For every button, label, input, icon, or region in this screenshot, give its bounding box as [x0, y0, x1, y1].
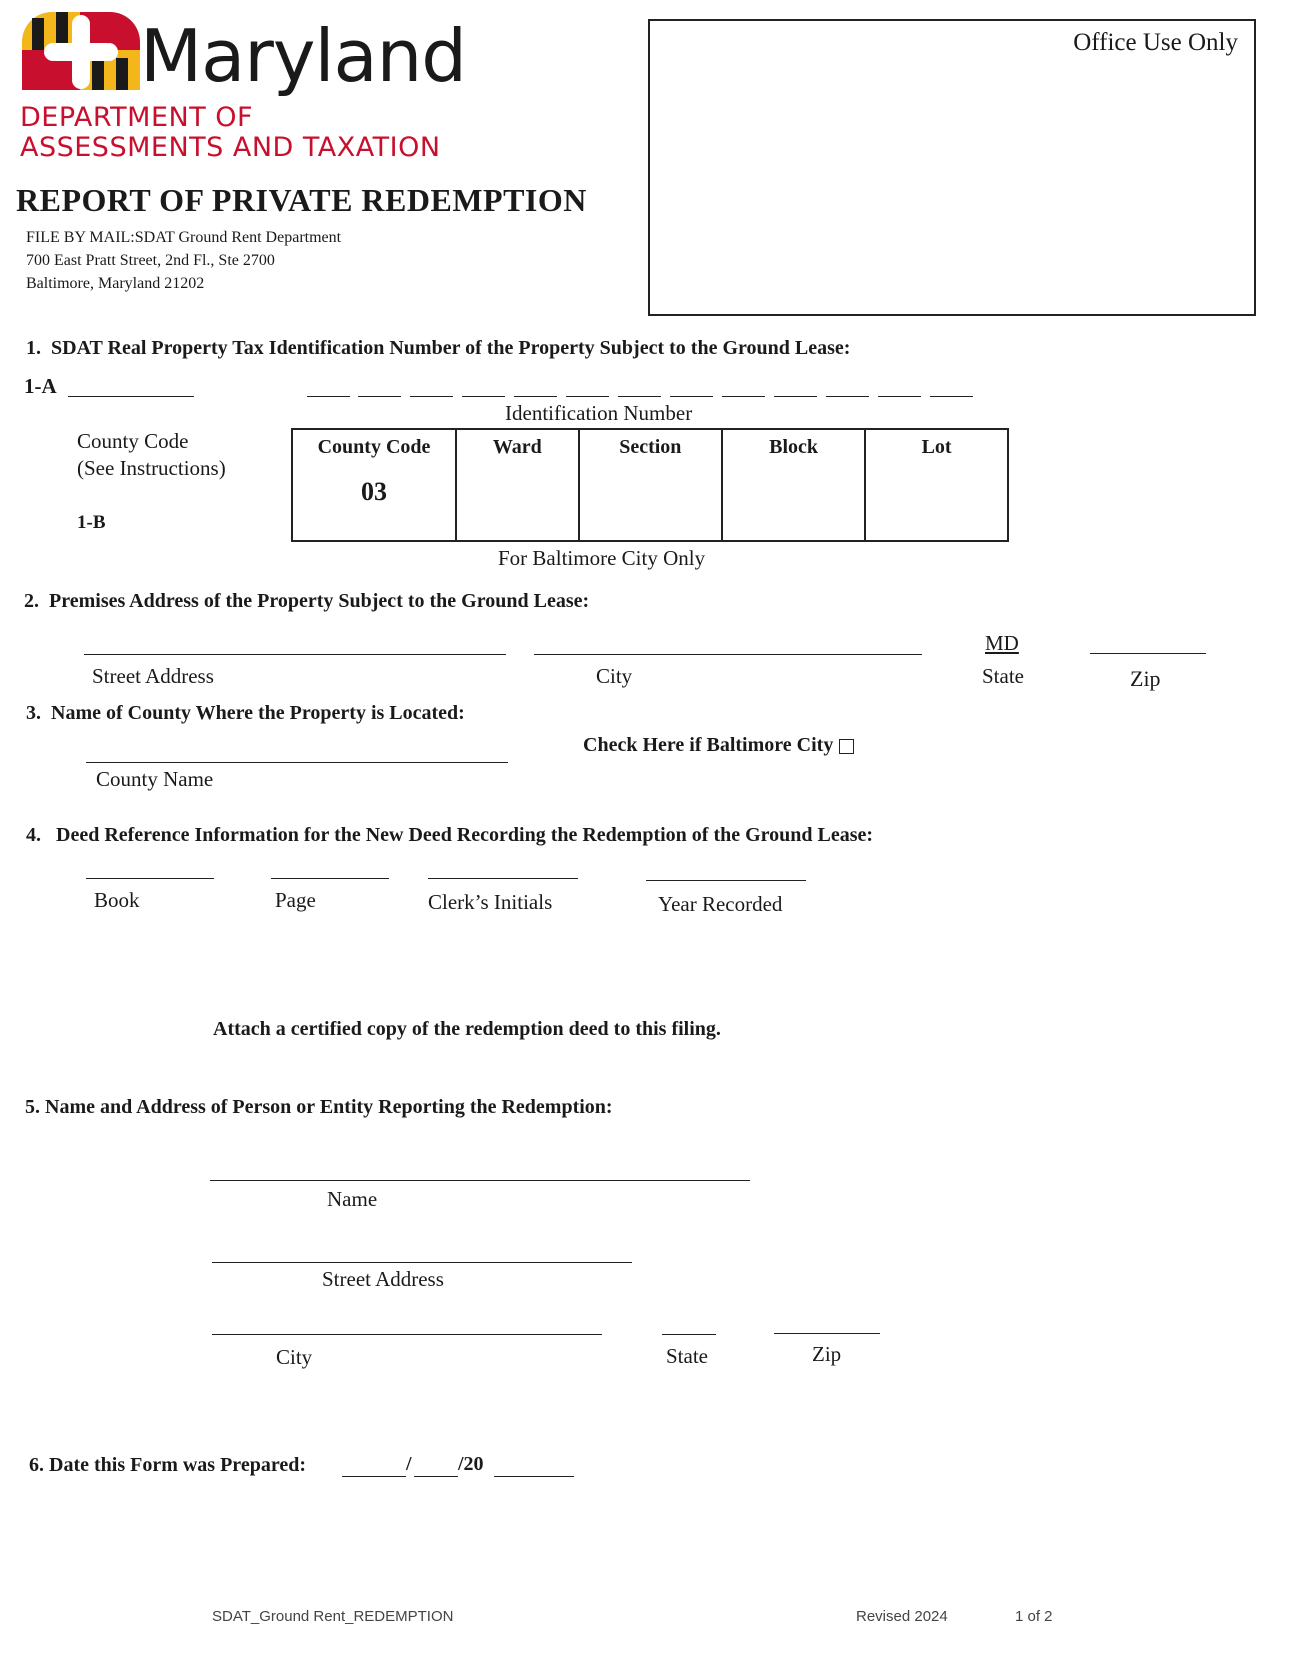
baltimore-only-label: For Baltimore City Only: [498, 546, 706, 570]
label-1b: 1-B: [77, 512, 106, 533]
id-segment[interactable]: [410, 396, 453, 397]
county-name-label: County Name: [96, 767, 214, 791]
premises-state-value: MD: [985, 631, 1019, 655]
reporter-name-input[interactable]: [210, 1180, 750, 1181]
label-1a: 1-A: [24, 374, 57, 398]
office-use-box: [648, 19, 1256, 316]
premises-street-input[interactable]: [84, 654, 506, 655]
1a-input-line[interactable]: [68, 396, 194, 397]
year-recorded-label: Year Recorded: [658, 892, 783, 916]
section-header: Section: [619, 436, 682, 458]
section-1-heading: 1. SDAT Real Property Tax Identification Number of the Property Subject to the Ground Lease:: [26, 337, 851, 359]
section-cell[interactable]: [579, 429, 722, 541]
department-line-1: DEPARTMENT OF: [20, 102, 254, 133]
date-day-input[interactable]: [414, 1476, 458, 1477]
clerks-initials-input[interactable]: [428, 878, 578, 879]
premises-city-input[interactable]: [534, 654, 922, 655]
id-segment[interactable]: [930, 396, 973, 397]
block-cell[interactable]: [722, 429, 865, 541]
county-code-table: [291, 428, 1009, 542]
id-segment[interactable]: [826, 396, 869, 397]
year-recorded-input[interactable]: [646, 880, 806, 881]
id-segment[interactable]: [722, 396, 765, 397]
page-input[interactable]: [271, 878, 389, 879]
premises-city-label: City: [596, 664, 633, 688]
county-code-label: County Code: [77, 429, 189, 453]
id-segment[interactable]: [670, 396, 713, 397]
attach-note: Attach a certified copy of the redemption deed to this filing.: [213, 1018, 721, 1040]
clerks-initials-label: Clerk’s Initials: [428, 890, 553, 914]
section-4-heading: 4. Deed Reference Information for the New Deed Recording the Redemption of the Ground Lease:: [26, 824, 874, 846]
page-label: Page: [275, 888, 316, 912]
reporter-zip-input[interactable]: [774, 1333, 880, 1334]
id-segment[interactable]: [774, 396, 817, 397]
maryland-flag-icon: [22, 12, 140, 90]
id-number-label: Identification Number: [505, 401, 693, 425]
block-header: Block: [769, 436, 819, 458]
reporter-state-label: State: [666, 1344, 708, 1368]
id-segment[interactable]: [618, 396, 661, 397]
date-separator-2: /20: [458, 1453, 484, 1475]
date-prepared-field[interactable]: [342, 1452, 574, 1478]
county-name-input[interactable]: [86, 762, 508, 763]
mailing-address: [26, 226, 341, 295]
county-code-cell[interactable]: [292, 429, 456, 541]
id-segment[interactable]: [566, 396, 609, 397]
lot-header: Lot: [921, 436, 952, 458]
mail-line-1: FILE BY MAIL:SDAT Ground Rent Department: [26, 229, 342, 246]
book-label: Book: [94, 888, 140, 912]
maryland-logo: [22, 12, 482, 172]
reporter-street-input[interactable]: [212, 1262, 632, 1263]
department-line-2: ASSESSMENTS AND TAXATION: [20, 132, 441, 163]
section-5-heading: 5. Name and Address of Person or Entity Reporting the Redemption:: [25, 1096, 613, 1118]
id-number-segments[interactable]: [307, 384, 1027, 398]
id-segment[interactable]: [878, 396, 921, 397]
footer-form-id: SDAT_Ground Rent_REDEMPTION: [212, 1608, 454, 1625]
book-input[interactable]: [86, 878, 214, 879]
date-separator-1: /: [406, 1453, 412, 1475]
section-2-heading: 2. Premises Address of the Property Subject to the Ground Lease:: [24, 590, 590, 612]
premises-zip-label: Zip: [1130, 666, 1161, 691]
reporter-state-input[interactable]: [662, 1334, 716, 1335]
mail-line-3: Baltimore, Maryland 21202: [26, 275, 205, 292]
reporter-city-input[interactable]: [212, 1334, 602, 1335]
footer-revised: Revised 2024: [856, 1608, 948, 1625]
form-title: REPORT OF PRIVATE REDEMPTION: [16, 182, 587, 218]
county-code-value: 03: [361, 477, 388, 506]
reporter-city-label: City: [276, 1345, 313, 1369]
ward-header: Ward: [492, 436, 542, 458]
see-instructions-label: (See Instructions): [77, 456, 226, 480]
check-baltimore-label: Check Here if Baltimore City: [583, 734, 834, 756]
baltimore-city-check[interactable]: [583, 734, 854, 757]
id-segment[interactable]: [307, 396, 350, 397]
baltimore-city-checkbox[interactable]: [839, 739, 854, 754]
footer-page: 1 of 2: [1015, 1608, 1053, 1625]
id-segment[interactable]: [462, 396, 505, 397]
date-month-input[interactable]: [342, 1476, 406, 1477]
office-use-label: Office Use Only: [1073, 29, 1238, 56]
ward-cell[interactable]: [456, 429, 579, 541]
date-year-input[interactable]: [494, 1476, 574, 1477]
mail-line-2: 700 East Pratt Street, 2nd Fl., Ste 2700: [26, 252, 275, 269]
reporter-street-label: Street Address: [322, 1267, 444, 1291]
premises-state-label: State: [982, 664, 1024, 688]
reporter-zip-label: Zip: [812, 1342, 842, 1366]
reporter-name-label: Name: [327, 1187, 378, 1211]
logo-wordmark: Maryland: [140, 14, 466, 98]
id-segment[interactable]: [514, 396, 557, 397]
section-3-heading: 3. Name of County Where the Property is Located:: [26, 702, 465, 724]
section-6-heading: 6. Date this Form was Prepared:: [29, 1454, 306, 1476]
premises-zip-input[interactable]: [1090, 653, 1206, 654]
lot-cell[interactable]: [865, 429, 1008, 541]
county-code-header: County Code: [317, 436, 431, 458]
id-segment[interactable]: [358, 396, 401, 397]
premises-street-label: Street Address: [92, 664, 214, 688]
